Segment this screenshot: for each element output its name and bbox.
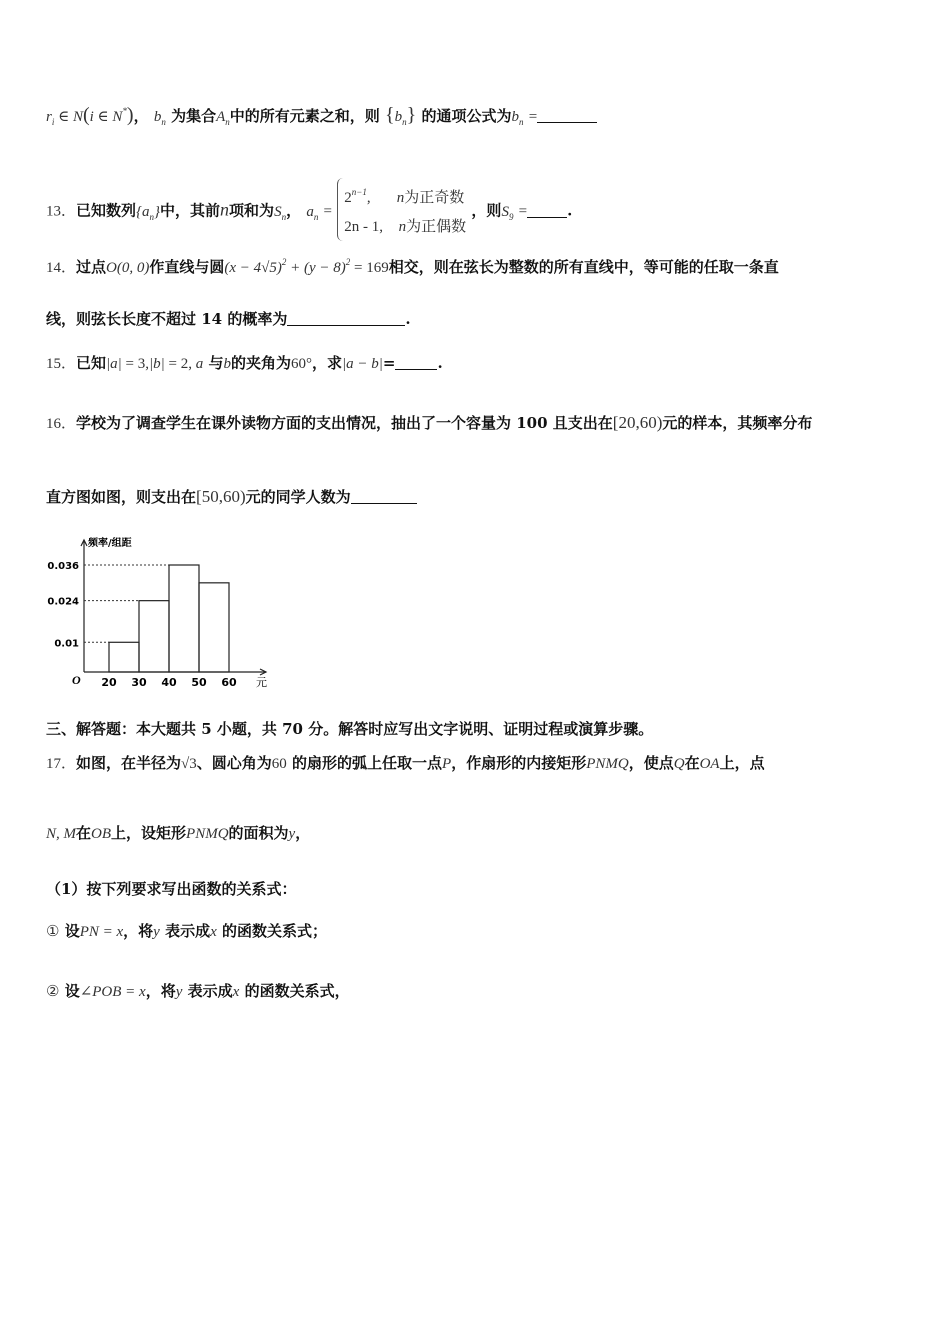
piecewise: $2^{n-1}$, n为正奇数 2n - 1, n为正偶数 xyxy=(337,178,466,241)
question-15: 15．已知|a| = 3,|b| = 2, a 与b的夹角为60°，求|a − b|= . xyxy=(46,354,443,372)
q12-continuation: $r_i$ ∈ N(i ∈ N*)， $b_n$ 为集合$A_n$中的所有元素之和，则 $\{b_n\}$ 的通项公式为$b_n$ = xyxy=(46,104,597,127)
y-tick-label: 0.01 xyxy=(54,638,79,650)
frequency-histogram xyxy=(44,530,284,695)
math-i-in-n: i ∈ N xyxy=(89,109,123,125)
math-An: $A_n$ xyxy=(216,109,230,127)
answer-blank[interactable] xyxy=(287,311,405,326)
answer-blank[interactable] xyxy=(395,355,437,370)
histogram-bar xyxy=(109,642,139,672)
part-1-heading: （1）按下列要求写出函数的关系式： xyxy=(46,880,297,898)
histogram-bar xyxy=(199,583,229,672)
y-tick-label: 0.024 xyxy=(47,596,79,608)
question-17-cont: N, M在OB上，设矩形PNMQ的面积为y， xyxy=(46,824,311,842)
x-tick-label: 20 xyxy=(101,676,117,689)
item-1: ① 设PN = x，将y 表示成x 的函数关系式； xyxy=(46,922,328,940)
x-tick-label: 60 xyxy=(221,676,237,689)
question-13: 13．已知数列$\{a_n\}$中，其前n项和为$S_n$， $a_n$ = $2^{n-1}$, n为正奇数 2n - 1, n为正偶数 ，则$S_9$ = . xyxy=(46,180,572,243)
answer-blank[interactable] xyxy=(351,489,417,504)
text: 的通项公式为 xyxy=(421,107,512,125)
y-tick-label: 0.036 xyxy=(47,561,79,572)
histogram-bar xyxy=(169,565,199,672)
math-ri: $r_i$ ∈ N xyxy=(46,109,83,127)
question-14: 14．过点O(0, 0)作直线与圆$(x - 4√5)^2 + (y - 8)^2 = 169$相交，则在弦长为整数的所有直线中，等可能的任取一条直 xyxy=(46,257,779,276)
question-17: 17．如图，在半径为√3、圆心角为60 的扇形的弧上任取一点P，作扇形的内接矩形PNMQ，使点Q在OA上，点 xyxy=(46,754,765,772)
x-tick-label: 50 xyxy=(191,676,207,689)
item-2: ② 设∠POB = x，将y 表示成x 的函数关系式， xyxy=(46,982,350,1000)
text: 中的所有元素之和，则 xyxy=(229,107,380,125)
y-axis-label: 频率/组距 xyxy=(88,538,132,549)
x-tick-label: 40 xyxy=(161,676,177,689)
question-14-cont: 线，则弦长长度不超过 14 的概率为 . xyxy=(46,310,411,328)
text: 为集合 xyxy=(171,107,217,125)
answer-blank[interactable] xyxy=(537,108,597,123)
answer-blank[interactable] xyxy=(527,203,567,218)
question-16: 16．学校为了调查学生在课外读物方面的支出情况，抽出了一个容量为 100 且支出在[20,60)元的样本，其频率分布 xyxy=(46,413,813,432)
question-16-cont: 直方图如图，则支出在[50,60)元的同学人数为 xyxy=(46,486,417,507)
histogram-bar xyxy=(139,601,169,672)
x-axis-label: 元 xyxy=(256,676,267,689)
math-bn: $b_n$ xyxy=(153,109,166,127)
section-3-heading: 三、解答题：本大题共 5 小题，共 70 分。解答时应写出文字说明、证明过程或演算步骤。 xyxy=(46,720,654,738)
origin-label: O xyxy=(72,673,81,687)
x-tick-label: 30 xyxy=(131,676,147,689)
